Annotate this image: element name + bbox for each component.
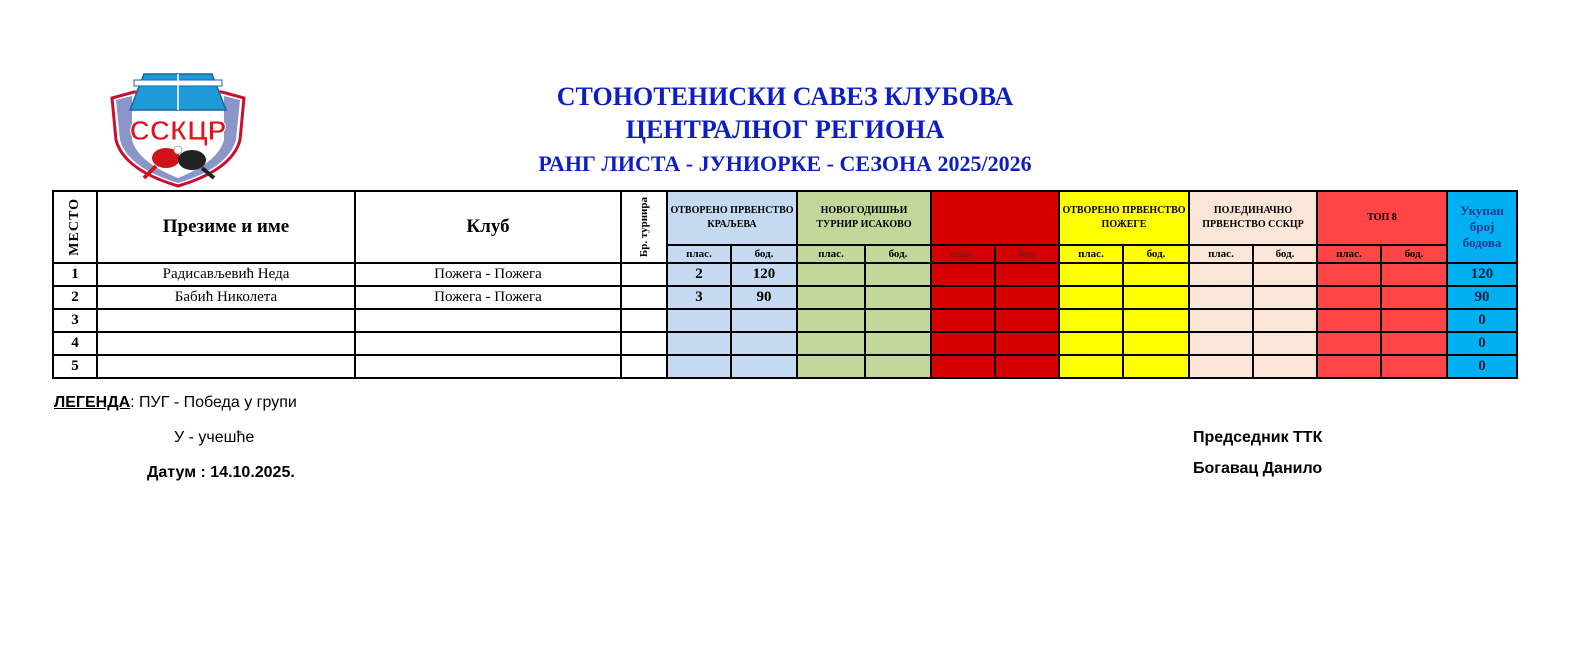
table-row xyxy=(53,355,1517,378)
legend xyxy=(54,394,297,412)
result-points-cell xyxy=(865,332,931,355)
org-title-line1: СТОНОТЕНИСКИ САВЕЗ КЛУБОВА xyxy=(556,82,1014,111)
player-name-cell xyxy=(97,332,355,355)
ranking-subtitle: РАНГ ЛИСТА - ЈУНИОРКЕ - СЕЗОНА 2025/2026 xyxy=(538,151,1032,176)
place-cell: 3 xyxy=(53,309,97,332)
result-place-cell xyxy=(1317,355,1381,378)
result-points-cell xyxy=(1253,263,1317,286)
club-cell: Пожега - Пожега xyxy=(355,263,621,286)
place-cell: 5 xyxy=(53,355,97,378)
result-place-cell xyxy=(1189,309,1253,332)
total-points-cell: 0 xyxy=(1447,355,1517,378)
result-place-cell xyxy=(1059,286,1123,309)
result-points-cell xyxy=(1381,332,1447,355)
ranking-table xyxy=(52,190,1518,379)
sub-header-place: плас. xyxy=(1059,245,1123,263)
result-points-cell xyxy=(865,355,931,378)
result-place-cell xyxy=(667,309,731,332)
legend-item-participation: У - учешће xyxy=(174,429,255,446)
tournament-count-cell xyxy=(621,286,667,309)
sub-header-points: бод. xyxy=(1253,245,1317,263)
header-tournament-pozega: ОТВОРЕНО ПРВЕНСТВО ПОЖЕГЕ xyxy=(1059,191,1189,245)
result-points-cell xyxy=(731,355,797,378)
header-tournament-top8: ТОП 8 xyxy=(1317,191,1447,245)
player-name-cell xyxy=(97,309,355,332)
tournament-count-cell xyxy=(621,355,667,378)
result-place-cell xyxy=(1189,332,1253,355)
result-place-cell xyxy=(931,286,995,309)
result-place-cell xyxy=(1189,355,1253,378)
result-points-cell xyxy=(865,263,931,286)
result-points-cell xyxy=(865,309,931,332)
sub-header-points: бод. xyxy=(995,245,1059,263)
signature-role: Председник ТТК xyxy=(1193,429,1323,446)
result-points-cell xyxy=(865,286,931,309)
result-points-cell xyxy=(1381,309,1447,332)
result-place-cell xyxy=(1317,309,1381,332)
legend-label: ЛЕГЕНДА xyxy=(54,394,131,411)
signature-name: Богавац Данило xyxy=(1193,460,1323,477)
result-place-cell xyxy=(1059,332,1123,355)
sub-header-place: плас. xyxy=(1317,245,1381,263)
sub-header-place: плас. xyxy=(667,245,731,263)
club-cell xyxy=(355,332,621,355)
result-points-cell: 90 xyxy=(731,286,797,309)
legend-item-pug: : ПУГ - Победа у групи xyxy=(130,394,297,411)
result-place-cell xyxy=(1059,263,1123,286)
result-place-cell xyxy=(797,309,865,332)
result-points-cell xyxy=(995,332,1059,355)
result-place-cell: 3 xyxy=(667,286,731,309)
result-place-cell xyxy=(797,332,865,355)
total-points-cell: 90 xyxy=(1447,286,1517,309)
result-place-cell: 2 xyxy=(667,263,731,286)
tournament-count-cell xyxy=(621,309,667,332)
result-points-cell xyxy=(1253,309,1317,332)
result-place-cell xyxy=(931,332,995,355)
result-place-cell xyxy=(797,286,865,309)
sskcr-logo xyxy=(104,70,252,188)
header-name: Презиме и име xyxy=(97,191,355,263)
result-place-cell xyxy=(797,263,865,286)
result-place-cell xyxy=(1189,286,1253,309)
result-place-cell xyxy=(1317,286,1381,309)
result-points-cell xyxy=(995,355,1059,378)
result-points-cell xyxy=(1123,309,1189,332)
result-points-cell xyxy=(1123,263,1189,286)
player-name-cell: Бабић Николета xyxy=(97,286,355,309)
tournament-count-cell xyxy=(621,332,667,355)
total-points-cell: 120 xyxy=(1447,263,1517,286)
result-points-cell xyxy=(1123,286,1189,309)
total-points-cell: 0 xyxy=(1447,309,1517,332)
header-tournament-sskcr: ПОЈЕДИНАЧНО ПРВЕНСТВО ССКЦР xyxy=(1189,191,1317,245)
place-cell: 4 xyxy=(53,332,97,355)
place-cell: 1 xyxy=(53,263,97,286)
table-row xyxy=(53,263,1517,286)
club-cell xyxy=(355,355,621,378)
sub-header-points: бод. xyxy=(865,245,931,263)
result-points-cell xyxy=(1381,286,1447,309)
result-points-cell xyxy=(731,332,797,355)
result-place-cell xyxy=(931,263,995,286)
header-tournament-kraljevo: ОТВОРЕНО ПРВЕНСТВО КРАЉЕВА xyxy=(667,191,797,245)
sub-header-points: бод. xyxy=(731,245,797,263)
result-points-cell xyxy=(1253,355,1317,378)
player-name-cell: Радисављевић Неда xyxy=(97,263,355,286)
place-cell: 2 xyxy=(53,286,97,309)
result-place-cell xyxy=(931,355,995,378)
result-place-cell xyxy=(1189,263,1253,286)
result-points-cell xyxy=(995,286,1059,309)
header-tournament-count: Бр. турнира xyxy=(621,191,667,263)
result-points-cell xyxy=(1123,332,1189,355)
svg-text:ССКЦР: ССКЦР xyxy=(129,115,227,146)
result-place-cell xyxy=(1317,263,1381,286)
club-cell xyxy=(355,309,621,332)
table-row xyxy=(53,309,1517,332)
player-name-cell xyxy=(97,355,355,378)
result-points-cell xyxy=(1253,332,1317,355)
result-place-cell xyxy=(667,355,731,378)
document-date: Датум : 14.10.2025. xyxy=(147,464,295,481)
result-points-cell: 120 xyxy=(731,263,797,286)
result-points-cell xyxy=(1381,355,1447,378)
result-place-cell xyxy=(1317,332,1381,355)
result-points-cell xyxy=(731,309,797,332)
header-club: Клуб xyxy=(355,191,621,263)
header-total-points: Укупан број бодова xyxy=(1447,191,1517,263)
header-tournament-isakovo: НОВОГОДИШЊИ ТУРНИР ИСАКОВО xyxy=(797,191,931,245)
result-place-cell xyxy=(1059,355,1123,378)
sub-header-points: бод. xyxy=(1381,245,1447,263)
header-place: МЕСТО xyxy=(53,191,97,263)
sub-header-points: бод. xyxy=(1123,245,1189,263)
result-points-cell xyxy=(1381,263,1447,286)
table-row xyxy=(53,286,1517,309)
tournament-count-cell xyxy=(621,263,667,286)
table-row xyxy=(53,332,1517,355)
result-place-cell xyxy=(1059,309,1123,332)
club-cell: Пожега - Пожега xyxy=(355,286,621,309)
result-place-cell xyxy=(797,355,865,378)
result-points-cell xyxy=(995,309,1059,332)
result-place-cell xyxy=(931,309,995,332)
header-tournament-blank xyxy=(931,191,1059,245)
total-points-cell: 0 xyxy=(1447,332,1517,355)
result-points-cell xyxy=(1123,355,1189,378)
result-points-cell xyxy=(1253,286,1317,309)
result-place-cell xyxy=(667,332,731,355)
sub-header-place: плас. xyxy=(1189,245,1253,263)
result-points-cell xyxy=(995,263,1059,286)
org-title-line2: ЦЕНТРАЛНОГ РЕГИОНА xyxy=(625,115,945,144)
sub-header-place: плас. xyxy=(931,245,995,263)
document-header xyxy=(470,80,1100,178)
sub-header-place: плас. xyxy=(797,245,865,263)
